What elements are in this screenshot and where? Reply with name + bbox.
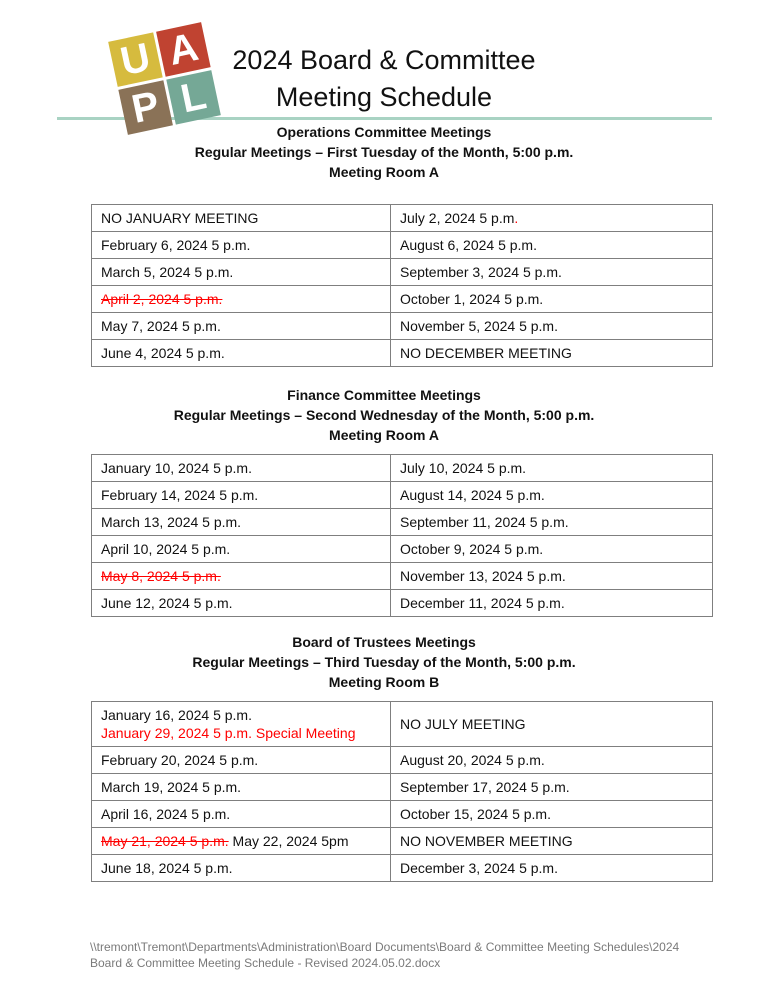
meeting-date-text: April 10, 2024 5 p.m. xyxy=(101,541,231,557)
schedule-cell xyxy=(92,286,391,313)
schedule-cell xyxy=(92,232,391,259)
meeting-date-text: December 3, 2024 5 p.m. xyxy=(400,860,558,876)
logo-tile-p xyxy=(118,80,173,135)
meeting-date-text-red: January 29, 2024 5 p.m. Special Meeting xyxy=(101,725,356,741)
schedule-cell xyxy=(92,801,391,828)
page-title-line2: Meeting Schedule xyxy=(275,82,493,112)
schedule-cell xyxy=(92,774,391,801)
schedule-cell xyxy=(391,509,713,536)
meeting-date-text: July 2, 2024 5 p.m xyxy=(400,210,515,226)
table-row xyxy=(92,455,713,482)
schedule-cell xyxy=(391,232,713,259)
table-row xyxy=(92,313,713,340)
logo-letter: P xyxy=(128,83,164,132)
schedule-cell xyxy=(391,340,713,367)
schedule-cell xyxy=(92,509,391,536)
meeting-date-text-red: . xyxy=(514,210,519,226)
meeting-date-text: NO NOVEMBER MEETING xyxy=(400,833,573,849)
table-row xyxy=(92,801,713,828)
meeting-date-text: September 17, 2024 5 p.m. xyxy=(400,779,570,795)
section-operations xyxy=(0,122,768,367)
schedule-cell xyxy=(391,747,713,774)
meeting-date-text: August 20, 2024 5 p.m. xyxy=(400,752,545,768)
meeting-date-text: November 5, 2024 5 p.m. xyxy=(400,318,558,334)
logo-tile-l xyxy=(166,70,221,125)
section-heading-line2: Regular Meetings – Third Tuesday of the Month, 5:00 p.m. xyxy=(192,654,576,670)
table-row xyxy=(92,855,713,882)
meeting-date-text: March 19, 2024 5 p.m. xyxy=(101,779,242,795)
meeting-date-text: November 13, 2024 5 p.m. xyxy=(400,568,566,584)
section-heading-line3: Meeting Room B xyxy=(328,674,440,690)
schedule-cell xyxy=(92,340,391,367)
meeting-date-text: February 14, 2024 5 p.m. xyxy=(101,487,259,503)
section-trustees xyxy=(0,632,768,882)
schedule-table-finance xyxy=(91,454,713,617)
schedule-cell xyxy=(391,801,713,828)
section-heading-line2: Regular Meetings – Second Wednesday of the Month, 5:00 p.m. xyxy=(173,407,595,423)
schedule-cell xyxy=(92,563,391,590)
meeting-date-text: NO DECEMBER MEETING xyxy=(400,345,572,361)
schedule-cell xyxy=(92,455,391,482)
page-title-line1: 2024 Board & Committee xyxy=(232,45,536,75)
table-row xyxy=(92,509,713,536)
schedule-cell xyxy=(92,482,391,509)
schedule-cell xyxy=(92,259,391,286)
schedule-cell xyxy=(391,828,713,855)
section-heading-finance xyxy=(0,385,768,445)
schedule-cell xyxy=(391,455,713,482)
table-row xyxy=(92,259,713,286)
table-row xyxy=(92,747,713,774)
meeting-date-text: October 15, 2024 5 p.m. xyxy=(400,806,551,822)
meeting-date-text: June 18, 2024 5 p.m. xyxy=(101,860,233,876)
meeting-date-text: August 6, 2024 5 p.m. xyxy=(400,237,537,253)
logo-tile-a xyxy=(156,22,211,77)
meeting-date-text: December 11, 2024 5 p.m. xyxy=(400,595,565,611)
meeting-date-text: March 5, 2024 5 p.m. xyxy=(101,264,234,280)
section-finance xyxy=(0,385,768,617)
meeting-date-text: NO JULY MEETING xyxy=(400,716,526,732)
meeting-date-text: May 22, 2024 5pm xyxy=(228,833,349,849)
logo-letter: A xyxy=(164,24,203,74)
section-heading-line1: Board of Trustees Meetings xyxy=(292,634,476,650)
section-heading-line3: Meeting Room A xyxy=(329,164,439,180)
meeting-date-text: October 1, 2024 5 p.m. xyxy=(400,291,544,307)
meeting-date-text: October 9, 2024 5 p.m. xyxy=(400,541,544,557)
schedule-cell xyxy=(92,205,391,232)
table-row xyxy=(92,232,713,259)
meeting-date-text: June 12, 2024 5 p.m. xyxy=(101,595,233,611)
table-row xyxy=(92,563,713,590)
section-heading-line1: Finance Committee Meetings xyxy=(287,387,481,403)
meeting-date-text-red-strike: May 8, 2024 5 p.m. xyxy=(101,568,221,584)
table-row xyxy=(92,702,713,747)
table-row xyxy=(92,286,713,313)
table-row xyxy=(92,590,713,617)
meeting-date-text: September 3, 2024 5 p.m. xyxy=(400,264,562,280)
meeting-date-text-red-strike: May 21, 2024 5 p.m. xyxy=(101,833,229,849)
meeting-date-text: May 7, 2024 5 p.m. xyxy=(101,318,221,334)
meeting-date-text-red-strike: April 2, 2024 5 p.m. xyxy=(101,291,223,307)
schedule-cell xyxy=(391,590,713,617)
meeting-date-text: March 13, 2024 5 p.m. xyxy=(101,514,242,530)
schedule-cell xyxy=(92,702,391,747)
schedule-cell xyxy=(92,590,391,617)
schedule-cell xyxy=(391,774,713,801)
footer-path-line1: \\tremont\Tremont\Departments\Administration\Board Documents\Board & Committee Meeting Schedules\2024 xyxy=(90,940,680,954)
table-row xyxy=(92,828,713,855)
section-heading-trustees xyxy=(0,632,768,692)
schedule-cell xyxy=(391,855,713,882)
schedule-cell xyxy=(92,855,391,882)
meeting-date-text: February 20, 2024 5 p.m. xyxy=(101,752,259,768)
meeting-date-text: April 16, 2024 5 p.m. xyxy=(101,806,231,822)
schedule-cell xyxy=(391,313,713,340)
section-heading-line3: Meeting Room A xyxy=(329,427,439,443)
section-heading-line2: Regular Meetings – First Tuesday of the Month, 5:00 p.m. xyxy=(194,144,574,160)
schedule-cell xyxy=(92,747,391,774)
schedule-cell xyxy=(391,286,713,313)
schedule-table-operations xyxy=(91,204,713,367)
table-row xyxy=(92,340,713,367)
footer xyxy=(90,939,720,971)
footer-path-line2: Board & Committee Meeting Schedule - Revised 2024.05.02.docx xyxy=(90,956,441,970)
schedule-cell xyxy=(92,828,391,855)
section-heading-operations xyxy=(0,122,768,182)
table-row xyxy=(92,482,713,509)
meeting-date-text: June 4, 2024 5 p.m. xyxy=(101,345,225,361)
schedule-cell xyxy=(391,563,713,590)
library-logo xyxy=(108,22,221,135)
table-row xyxy=(92,536,713,563)
schedule-cell xyxy=(391,702,713,747)
meeting-date-text: NO JANUARY MEETING xyxy=(101,210,259,226)
section-heading-line1: Operations Committee Meetings xyxy=(276,124,492,140)
schedule-cell xyxy=(391,482,713,509)
schedule-cell xyxy=(391,205,713,232)
table-row xyxy=(92,205,713,232)
logo-tile-u xyxy=(108,32,163,87)
meeting-date-text: February 6, 2024 5 p.m. xyxy=(101,237,251,253)
schedule-cell xyxy=(391,259,713,286)
meeting-date-text: January 10, 2024 5 p.m. xyxy=(101,460,252,476)
meeting-date-text: August 14, 2024 5 p.m. xyxy=(400,487,545,503)
schedule-cell xyxy=(92,313,391,340)
meeting-date-text: September 11, 2024 5 p.m. xyxy=(400,514,569,530)
schedule-cell xyxy=(391,536,713,563)
meeting-date-text: July 10, 2024 5 p.m. xyxy=(400,460,527,476)
logo-letter: U xyxy=(116,35,155,85)
schedule-table-trustees xyxy=(91,701,713,882)
logo-letter: L xyxy=(177,73,211,122)
table-row xyxy=(92,774,713,801)
meeting-date-text: January 16, 2024 5 p.m. xyxy=(101,707,252,723)
schedule-cell xyxy=(92,536,391,563)
